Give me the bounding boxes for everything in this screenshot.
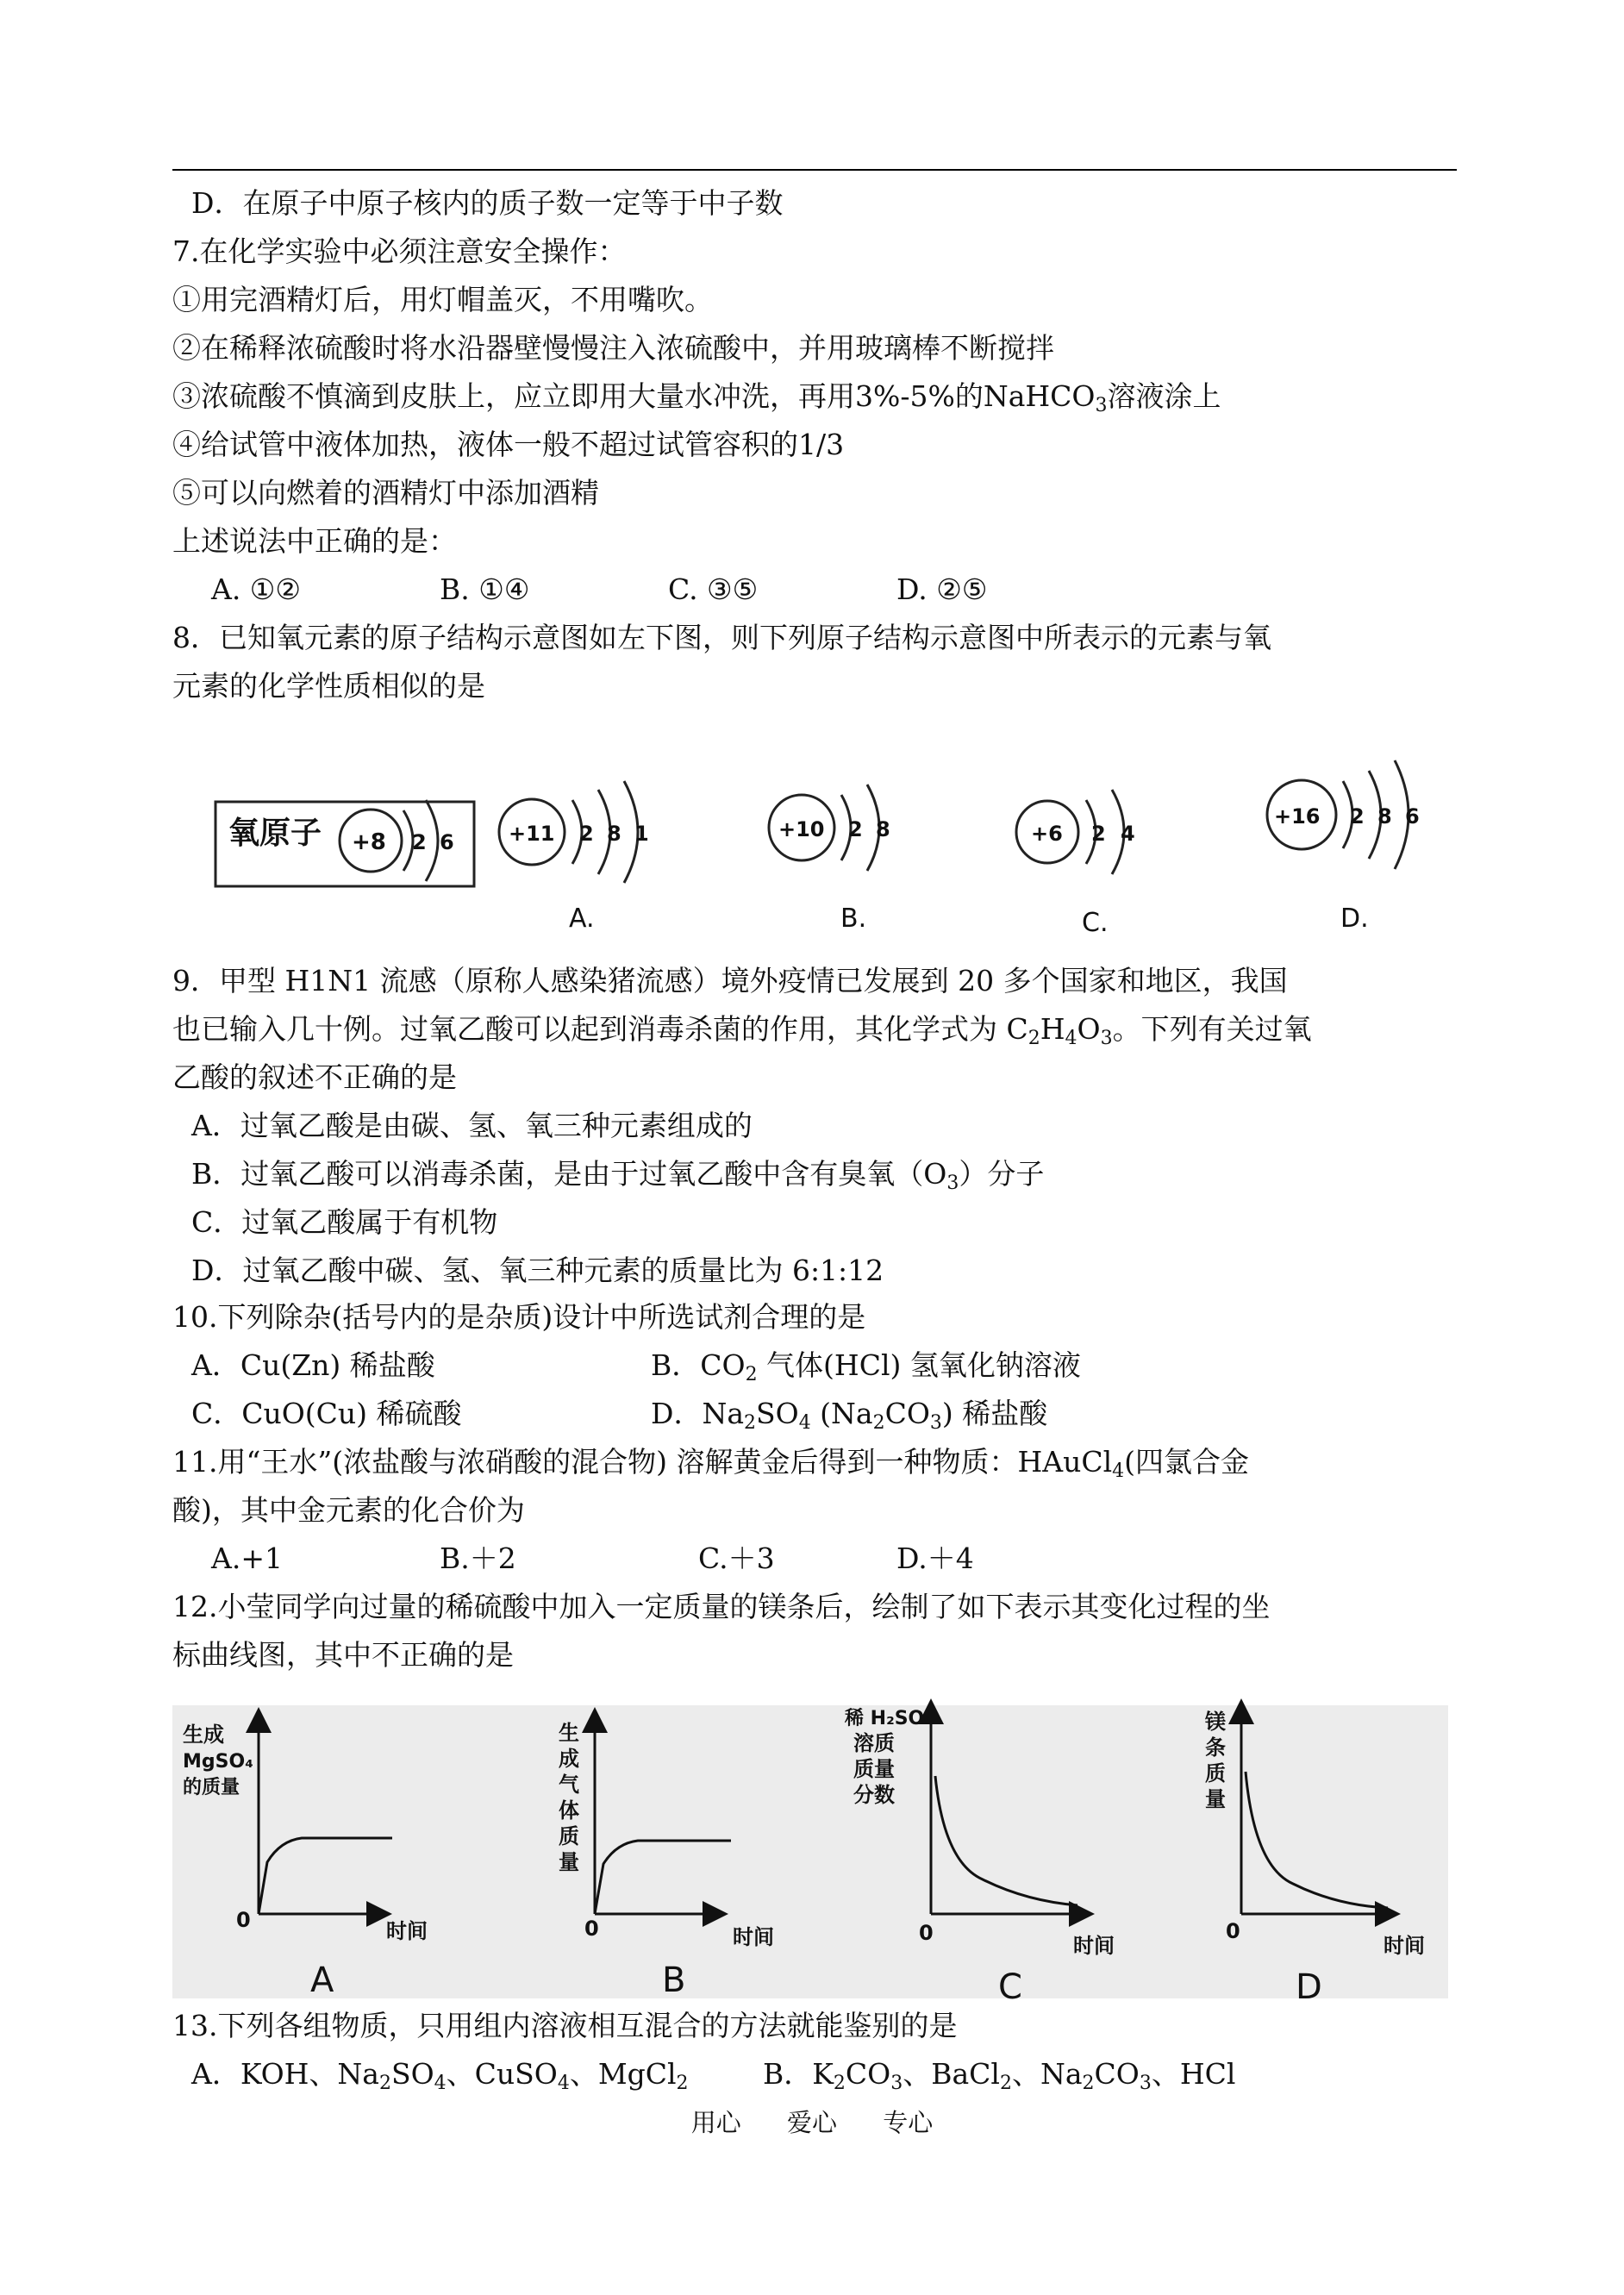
footer-item-1: 用心 bbox=[690, 2108, 741, 2137]
graph-b-ylabel-6: 量 bbox=[559, 1850, 579, 1874]
graph-c-ylabel-3: 质量 bbox=[853, 1757, 895, 1781]
q7-item-4: ④给试管中液体加热，液体一般不超过试管容积的1/3 bbox=[172, 428, 845, 461]
atom-c-nucleus-charge: +6 bbox=[1031, 822, 1063, 846]
graph-c-ylabel-2: 溶质 bbox=[853, 1731, 895, 1755]
page-footer bbox=[0, 2104, 1624, 2139]
graph-d-xlabel: 时间 bbox=[1384, 1934, 1425, 1958]
q10-option-a: A．Cu(Zn) 稀盐酸 bbox=[191, 1348, 435, 1382]
q9-stem-line1: 9．甲型 H1N1 流感（原称人感染猪流感）境外疫情已发展到 20 多个国家和地区，我国 bbox=[172, 964, 1288, 997]
q9-stem-line3: 乙酸的叙述不正确的是 bbox=[172, 1060, 457, 1094]
q7-item-1: ①用完酒精灯后，用灯帽盖灭，不用嘴吹。 bbox=[172, 283, 713, 316]
q11-option-b: B.＋2 bbox=[440, 1541, 516, 1575]
graph-a-xlabel: 时间 bbox=[386, 1919, 428, 1943]
atom-b-shell-1-count: 2 bbox=[848, 817, 863, 841]
graph-d-ylabel-3: 质 bbox=[1205, 1761, 1226, 1785]
graph-d-origin: 0 bbox=[1226, 1919, 1240, 1943]
graph-c-ylabel-1: 稀 H₂SO₄ bbox=[845, 1708, 933, 1729]
graph-c-ylabel-4: 分数 bbox=[853, 1783, 895, 1807]
atom-a-nucleus-charge: +11 bbox=[509, 822, 555, 846]
q9-option-b: B．过氧乙酸可以消毒杀菌，是由于过氧乙酸中含有臭氧$(O_3)$分子 bbox=[191, 1157, 1045, 1194]
graph-c-label: C bbox=[998, 1967, 1022, 2000]
q7-item-2: ②在稀释浓硫酸时将水沿器壁慢慢注入浓硫酸中，并用玻璃棒不断搅拌 bbox=[172, 331, 1054, 365]
q6-option-d: D．在原子中原子核内的质子数一定等于中子数 bbox=[191, 186, 784, 220]
graph-d-ylabel-2: 条 bbox=[1205, 1735, 1226, 1760]
q9-option-a: A．过氧乙酸是由碳、氢、氧三种元素组成的 bbox=[191, 1109, 753, 1142]
atom-a-label: A. bbox=[569, 904, 595, 934]
oxygen-shell-2-count: 6 bbox=[440, 830, 454, 854]
graph-c-origin: 0 bbox=[919, 1921, 934, 1945]
q7-option-b: B. ①④ bbox=[440, 572, 530, 606]
graph-b-ylabel-4: 体 bbox=[559, 1798, 579, 1823]
atom-a-shell-2-count: 8 bbox=[607, 822, 621, 846]
q12-stem-line1: 12.小莹同学向过量的稀硫酸中加入一定质量的镁条后，绘制了如下表示其变化过程的坐 bbox=[172, 1590, 1271, 1623]
atom-c-label: C. bbox=[1082, 908, 1109, 938]
q8-stem-line2: 元素的化学性质相似的是 bbox=[172, 669, 485, 703]
q7-option-a: A. ①② bbox=[211, 572, 301, 606]
graph-a-ylabel-1: 生成 bbox=[183, 1723, 224, 1747]
atom-b-nucleus-charge: +10 bbox=[778, 817, 825, 841]
atom-d-nucleus-charge: +16 bbox=[1274, 804, 1321, 829]
q10-option-c: C．CuO(Cu) 稀硫酸 bbox=[191, 1397, 462, 1430]
graph-a-label: A bbox=[310, 1960, 334, 2000]
graphs-background bbox=[172, 1705, 1448, 1998]
atom-b-shell-2-count: 8 bbox=[876, 817, 890, 841]
q7-item-5: ⑤可以向燃着的酒精灯中添加酒精 bbox=[172, 476, 599, 510]
graph-b-ylabel-1: 生 bbox=[559, 1721, 579, 1745]
q12-stem-line2: 标曲线图，其中不正确的是 bbox=[172, 1638, 514, 1672]
graph-b-ylabel-2: 成 bbox=[559, 1747, 579, 1771]
q13-option-b: B．$K_2CO_3$、BaCl$_2$、$Na_2CO_3$、HCl bbox=[763, 2057, 1236, 2094]
graph-d-label: D bbox=[1296, 1967, 1322, 2000]
q9-option-d: D．过氧乙酸中碳、氢、氧三种元素的质量比为 6:1:12 bbox=[191, 1254, 884, 1287]
q7-option-c: C. ③⑤ bbox=[668, 572, 759, 606]
q8-stem-line1: 8．已知氧元素的原子结构示意图如左下图，则下列原子结构示意图中所表示的元素与氧 bbox=[172, 621, 1271, 654]
graph-c-xlabel: 时间 bbox=[1073, 1934, 1115, 1958]
q11-option-c: C.＋3 bbox=[698, 1541, 775, 1575]
q7-question: 上述说法中正确的是： bbox=[172, 524, 457, 558]
q7-option-d: D. ②⑤ bbox=[896, 572, 988, 606]
q10-option-b: B．$CO_2$ 气体(HCl) 氢氧化钠溶液 bbox=[651, 1348, 1081, 1385]
graph-a-ylabel-2: MgSO₄ bbox=[183, 1751, 253, 1773]
atom-b-label: B. bbox=[840, 904, 867, 934]
graph-b-ylabel-3: 气 bbox=[559, 1773, 579, 1797]
q11-option-d: D.＋4 bbox=[896, 1541, 974, 1575]
oxygen-shell-2 bbox=[426, 800, 438, 881]
oxygen-shell-1-count: 2 bbox=[412, 830, 427, 854]
graph-b-origin: 0 bbox=[584, 1917, 599, 1941]
header-rule bbox=[172, 169, 1457, 171]
atom-a-shell-3-count: 1 bbox=[634, 822, 649, 846]
q8-atom-diagrams bbox=[0, 741, 1624, 948]
footer-item-3: 专心 bbox=[883, 2108, 934, 2137]
q9-option-c: C．过氧乙酸属于有机物 bbox=[191, 1205, 498, 1239]
graph-b-ylabel-5: 质 bbox=[559, 1824, 579, 1848]
atom-a-shell-1-count: 2 bbox=[579, 822, 594, 846]
atom-d-shell-3-count: 6 bbox=[1405, 804, 1420, 829]
oxygen-nucleus-charge: +8 bbox=[352, 829, 386, 855]
q7-item-3: ③浓硫酸不慎滴到皮肤上，应立即用大量水冲洗，再用3%-5%的NaHCO$_3$溶液涂上 bbox=[172, 379, 1221, 416]
graph-d-ylabel-1: 镁 bbox=[1205, 1710, 1226, 1734]
graph-b-label: B bbox=[662, 1960, 686, 2000]
q7-stem: 7.在化学实验中必须注意安全操作： bbox=[172, 235, 627, 268]
footer-item-2: 爱心 bbox=[786, 2108, 837, 2137]
q11-option-a: A.+1 bbox=[211, 1541, 283, 1575]
q10-option-d: D．$Na_2SO_4$ $(Na_2CO_3)$ 稀盐酸 bbox=[651, 1397, 1048, 1434]
q12-graphs-figure bbox=[0, 1698, 1624, 2000]
q13-stem: 13.下列各组物质，只用组内溶液相互混合的方法就能鉴别的是 bbox=[172, 2009, 958, 2042]
oxygen-label: 氧原子 bbox=[228, 816, 322, 851]
atom-d-label: D. bbox=[1340, 904, 1369, 934]
atom-c-shell-2-count: 4 bbox=[1121, 822, 1135, 846]
q10-stem: 10.下列除杂(括号内的是杂质)设计中所选试剂合理的是 bbox=[172, 1300, 866, 1334]
atom-d-shell-2-count: 8 bbox=[1377, 804, 1392, 829]
q9-stem-line2: 也已输入几十例。过氧乙酸可以起到消毒杀菌的作用，其化学式为 $C_2H_4O_3$。下列有关过氧 bbox=[172, 1012, 1312, 1049]
q11-stem-line2: 酸)，其中金元素的化合价为 bbox=[172, 1493, 525, 1527]
graph-a-ylabel-3: 的质量 bbox=[183, 1777, 240, 1798]
graph-d-ylabel-4: 量 bbox=[1205, 1787, 1226, 1811]
atom-c-shell-1-count: 2 bbox=[1091, 822, 1106, 846]
graph-a-origin: 0 bbox=[236, 1908, 251, 1932]
q13-option-a: A．KOH、$Na_2SO_4$、CuSO$_4$、MgCl$_2$ bbox=[191, 2057, 689, 2094]
q11-stem-line1: 11.用“王水”(浓盐酸与浓硝酸的混合物) 溶解黄金后得到一种物质：HAuCl$_4$(四氯合金 bbox=[172, 1445, 1250, 1482]
graph-b-xlabel: 时间 bbox=[733, 1925, 774, 1949]
atom-d-shell-1-count: 2 bbox=[1350, 804, 1365, 829]
